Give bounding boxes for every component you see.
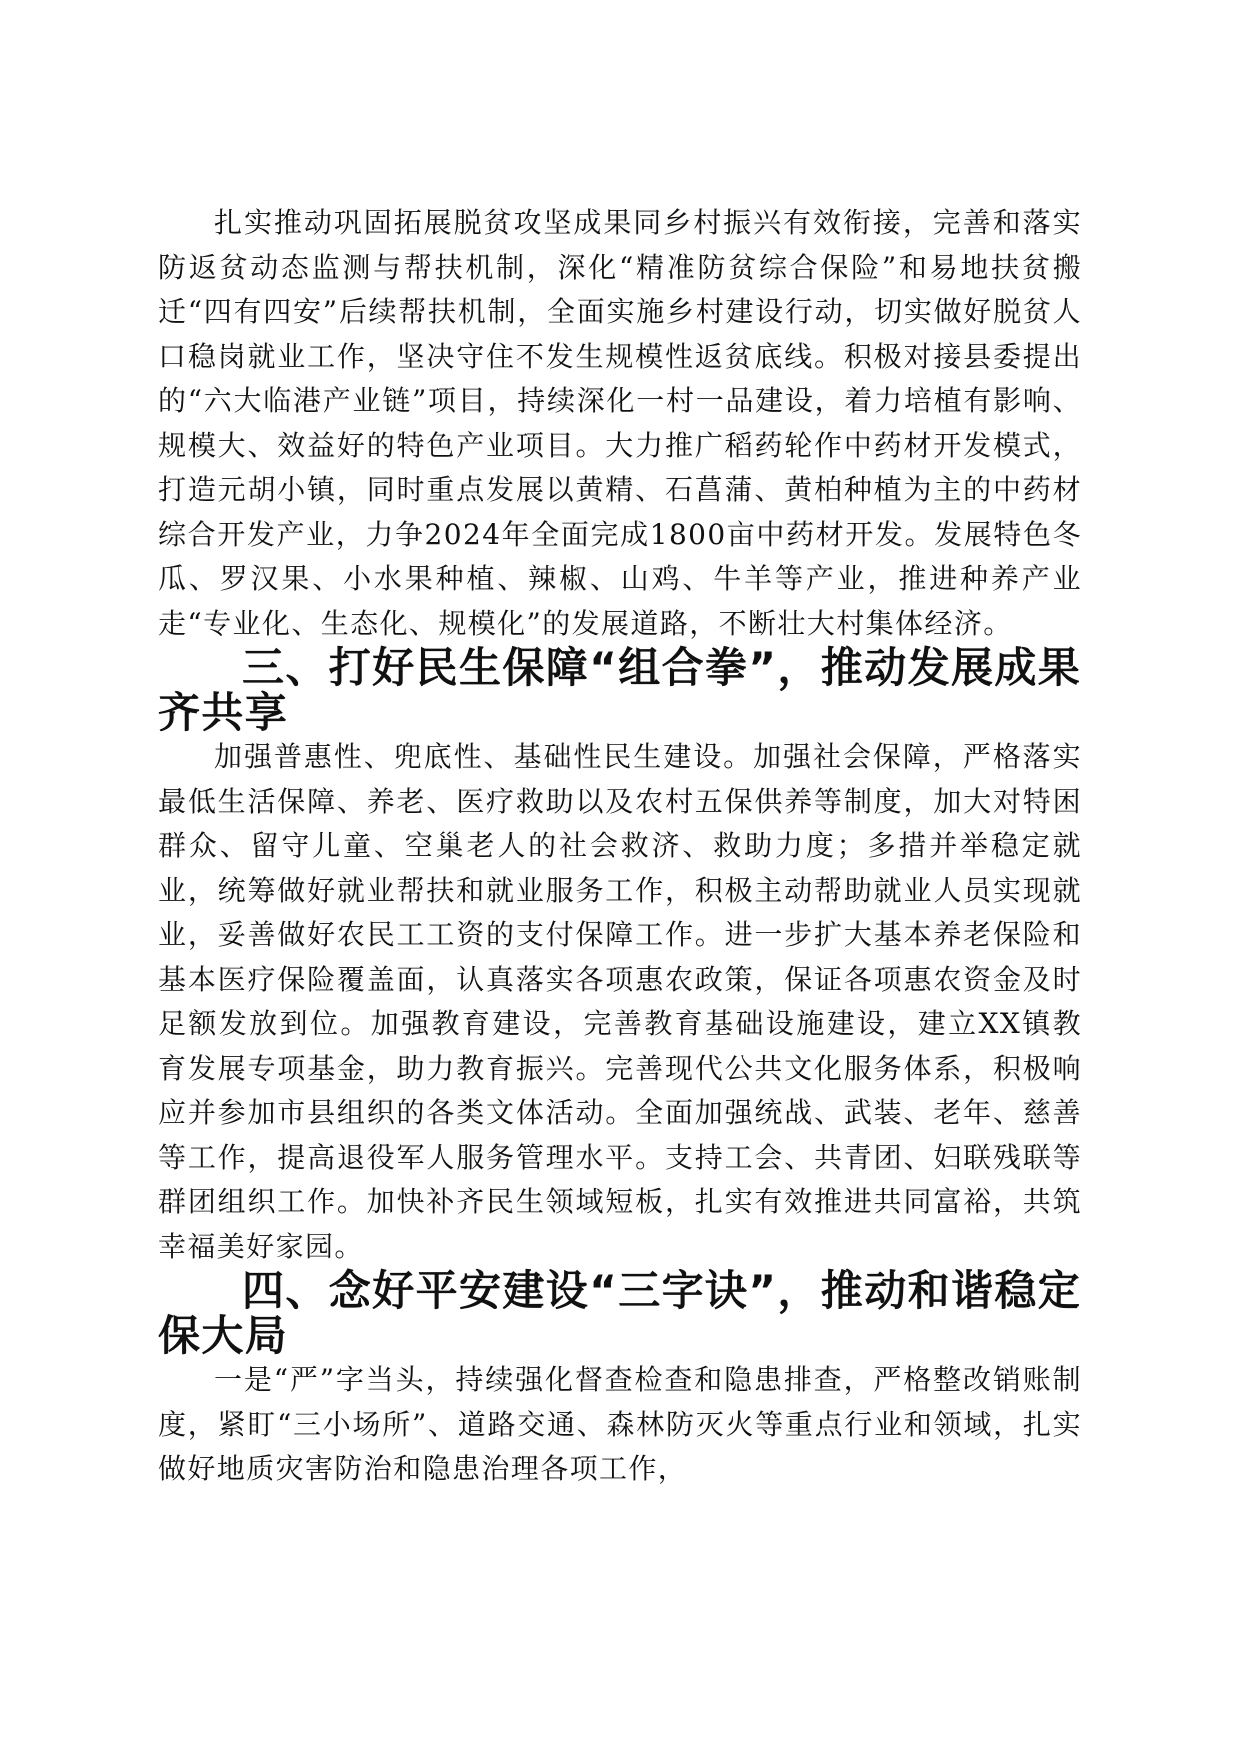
- section-heading-three: 三、打好民生保障“组合拳”，推动发展成果齐共享: [158, 643, 1082, 737]
- document-body: [158, 201, 1082, 1492]
- section-heading-four: 四、念好平安建设“三字诀”，推动和谐稳定保大局: [158, 1266, 1082, 1360]
- paragraph-safety: 一是“严”字当头，持续强化督查检查和隐患排查，严格整改销账制度，紧盯“三小场所”、道路交通、森林防灭火等重点行业和领域，扎实做好地质灾害防治和隐患治理各项工作，: [158, 1363, 1082, 1485]
- paragraph-rural-revitalization: 扎实推动巩固拓展脱贫攻坚成果同乡村振兴有效衔接，完善和落实防返贫动态监测与帮扶机制，深化“精准防贫综合保险”和易地扶贫搬迁“四有四安”后续帮扶机制，全面实施乡村建设行动，切实做好脱贫人口稳岗就业工作，坚决守住不发生规模性返贫底线。积极对接县委提出的“六大临港产业链”项目，持续深化一村一品建设，着力培植有影响、规模大、效益好的特色产业项目。大力推广稻药轮作中药材开发模式，打造元胡小镇，同时重点发展以黄精、石菖蒲、黄柏种植为主的中药材综合开发产业，力争2024年全面完成1800亩中药材开发。发展特色冬瓜、罗汉果、小水果种植、辣椒、山鸡、牛羊等产业，推进种养产业走“专业化、生态化、规模化”的发展道路，不断壮大村集体经济。: [158, 206, 1082, 640]
- paragraph-livelihood: 加强普惠性、兜底性、基础性民生建设。加强社会保障，严格落实最低生活保障、养老、医疗救助以及农村五保供养等制度，加大对特困群众、留守儿童、空巢老人的社会救济、救助力度；多措并举稳定就业，统筹做好就业帮扶和就业服务工作，积极主动帮助就业人员实现就业，妥善做好农民工工资的支付保障工作。进一步扩大基本养老保险和基本医疗保险覆盖面，认真落实各项惠农政策，保证各项惠农资金及时足额发放到位。加强教育建设，完善教育基础设施建设，建立XX镇教育发展专项基金，助力教育振兴。完善现代公共文化服务体系，积极响应并参加市县组织的各类文体活动。全面加强统战、武装、老年、慈善等工作，提高退役军人服务管理水平。支持工会、共青团、妇联残联等群团组织工作。加快补齐民生领域短板，扎实有效推进共同富裕，共筑幸福美好家园。: [158, 740, 1082, 1263]
